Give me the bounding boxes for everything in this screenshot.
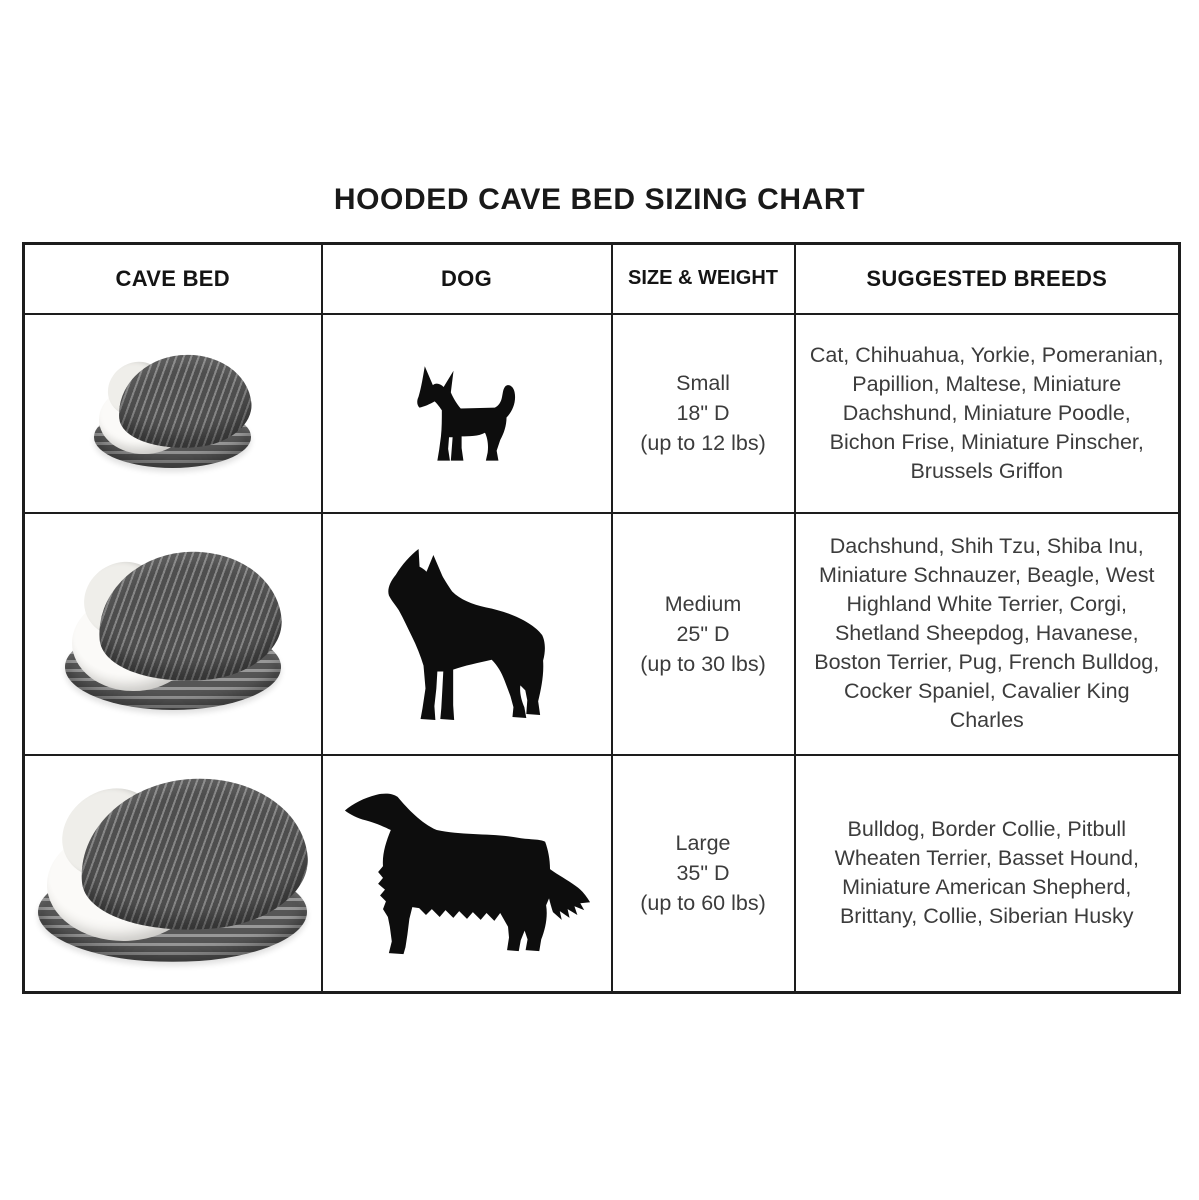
boston-terrier-silhouette-icon — [383, 544, 551, 724]
size-label: Large — [675, 831, 731, 856]
weight-label: (up to 30 lbs) — [640, 651, 766, 676]
col-header-size-weight: SIZE & WEIGHT — [612, 244, 795, 314]
col-header-dog: DOG — [322, 244, 612, 314]
breeds-text: Dachshund, Shih Tzu, Shiba Inu, Miniature Schnauzer, Beagle, West Highland White Terrier, Corgi, Shetland Sheepdog, Havanese, Boston Terrier, Pug, French Bulldog, Cocker Spaniel, Cavalier King Charles — [814, 534, 1160, 732]
table-row-medium — [24, 513, 1180, 755]
page-title: HOODED CAVE BED SIZING CHART — [333, 183, 866, 216]
cave-bed-cell-small — [24, 314, 322, 513]
cave-bed-cell-large — [24, 755, 322, 993]
diameter-label: 35" D — [676, 861, 730, 886]
size-label: Small — [676, 371, 730, 395]
cave-bed-small-image — [93, 357, 253, 469]
breeds-cell-medium — [795, 513, 1180, 755]
size-weight-cell-medium — [612, 513, 795, 755]
cave-bed-large-image — [36, 782, 310, 964]
breeds-cell-large — [795, 755, 1180, 993]
cave-bed-cell-medium — [24, 513, 322, 755]
golden-retriever-silhouette-icon — [339, 789, 595, 957]
size-weight-cell-small — [612, 314, 795, 513]
breeds-text: Cat, Chihuahua, Yorkie, Pomeranian, Papillion, Maltese, Miniature Dachshund, Miniature Poodle, Bichon Frise, Miniature Pinscher, Brussels Griffon — [809, 342, 1164, 483]
diameter-label: 25" D — [676, 621, 730, 646]
diameter-label: 18" D — [676, 401, 730, 425]
dog-cell-medium — [322, 513, 612, 755]
chihuahua-silhouette-icon — [413, 360, 521, 466]
header-row — [24, 244, 1180, 314]
col-header-cave-bed: CAVE BED — [24, 244, 322, 314]
table-row-large — [24, 755, 1180, 993]
sizing-table — [22, 242, 1181, 994]
dog-cell-small — [322, 314, 612, 513]
weight-label: (up to 60 lbs) — [640, 891, 766, 916]
size-weight-cell-large — [612, 755, 795, 993]
breeds-cell-small — [795, 314, 1180, 513]
table-row-small — [24, 314, 1180, 513]
dog-cell-large — [322, 755, 612, 993]
breeds-text: Bulldog, Border Collie, Pitbull Wheaten Terrier, Basset Hound, Miniature American Shepherd, Brittany, Collie, Siberian Husky — [834, 817, 1139, 929]
col-header-suggested-breeds: SUGGESTED BREEDS — [795, 244, 1180, 314]
weight-label: (up to 12 lbs) — [640, 431, 766, 455]
cave-bed-medium-image — [63, 556, 283, 712]
size-label: Medium — [664, 591, 742, 616]
